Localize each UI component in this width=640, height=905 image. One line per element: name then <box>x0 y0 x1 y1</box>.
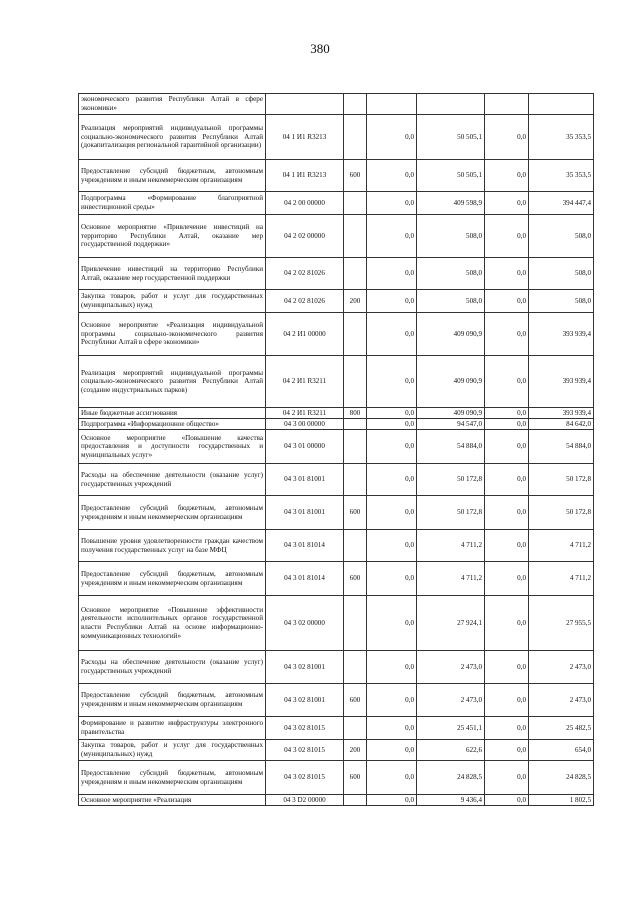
name-cell: Предоставление субсидий бюджетным, автономным учреждениям и иным некоммерческим организациям <box>79 160 266 192</box>
vr-cell: 600 <box>344 684 367 717</box>
value-col-4: 54 884,0 <box>529 430 594 464</box>
table-row <box>79 258 594 290</box>
vr-cell: 600 <box>344 562 367 596</box>
table-row <box>79 761 594 795</box>
value-col-2 <box>417 94 485 115</box>
value-col-1: 0,0 <box>367 290 417 313</box>
value-col-2: 50 172,8 <box>417 464 485 496</box>
vr-cell <box>344 795 367 806</box>
value-col-1: 0,0 <box>367 562 417 596</box>
name-cell: Закупка товаров, работ и услуг для государственных (муниципальных) нужд <box>79 290 266 313</box>
value-col-4: 393 939,4 <box>529 356 594 408</box>
value-col-2: 50 505,1 <box>417 115 485 160</box>
name-cell: Предоставление субсидий бюджетным, автономным учреждениям и иным некоммерческим организациям <box>79 761 266 795</box>
value-col-3: 0,0 <box>485 740 529 761</box>
code-cell: 04 2 02 81026 <box>266 290 344 313</box>
value-col-2: 50 505,1 <box>417 160 485 192</box>
table-row <box>79 562 594 596</box>
code-cell: 04 3 01 81014 <box>266 530 344 562</box>
value-col-2: 94 547,0 <box>417 419 485 430</box>
code-cell: 04 3 01 00000 <box>266 430 344 464</box>
value-col-3: 0,0 <box>485 160 529 192</box>
value-col-3: 0,0 <box>485 464 529 496</box>
value-col-1: 0,0 <box>367 651 417 684</box>
table-row <box>79 596 594 651</box>
code-cell: 04 3 00 00000 <box>266 419 344 430</box>
table-row <box>79 192 594 215</box>
vr-cell <box>344 430 367 464</box>
name-cell: Расходы на обеспечение деятельности (оказание услуг) государственных учреждений <box>79 464 266 496</box>
vr-cell <box>344 94 367 115</box>
value-col-3: 0,0 <box>485 795 529 806</box>
value-col-1: 0,0 <box>367 684 417 717</box>
value-col-4: 25 482,5 <box>529 717 594 740</box>
code-cell <box>266 94 344 115</box>
code-cell: 04 2 02 81026 <box>266 258 344 290</box>
value-col-4: 50 172,8 <box>529 496 594 530</box>
value-col-3: 0,0 <box>485 717 529 740</box>
value-col-3: 0,0 <box>485 290 529 313</box>
vr-cell <box>344 313 367 356</box>
name-cell: Иные бюджетные ассигнования <box>79 408 266 419</box>
code-cell: 04 3 D2 00000 <box>266 795 344 806</box>
value-col-2: 25 451,1 <box>417 717 485 740</box>
value-col-3: 0,0 <box>485 430 529 464</box>
value-col-3: 0,0 <box>485 419 529 430</box>
table-row <box>79 530 594 562</box>
name-cell: Привлечение инвестиций на территорию Республики Алтай, оказание мер государственной поддержки <box>79 258 266 290</box>
value-col-3: 0,0 <box>485 596 529 651</box>
vr-cell <box>344 717 367 740</box>
value-col-2: 409 090,9 <box>417 313 485 356</box>
value-col-2: 508,0 <box>417 290 485 313</box>
value-col-2: 24 828,5 <box>417 761 485 795</box>
value-col-4: 35 353,5 <box>529 160 594 192</box>
vr-cell <box>344 115 367 160</box>
value-col-1: 0,0 <box>367 430 417 464</box>
vr-cell <box>344 419 367 430</box>
value-col-3: 0,0 <box>485 115 529 160</box>
value-col-3: 0,0 <box>485 684 529 717</box>
value-col-4: 393 939,4 <box>529 313 594 356</box>
table-row <box>79 408 594 419</box>
table-row <box>79 313 594 356</box>
value-col-4: 393 939,4 <box>529 408 594 419</box>
value-col-4: 508,0 <box>529 290 594 313</box>
value-col-1: 0,0 <box>367 408 417 419</box>
value-col-1: 0,0 <box>367 596 417 651</box>
code-cell: 04 2 00 00000 <box>266 192 344 215</box>
code-cell: 04 1 И1 R3213 <box>266 160 344 192</box>
code-cell: 04 3 01 81014 <box>266 562 344 596</box>
table-row <box>79 795 594 806</box>
value-col-2: 508,0 <box>417 215 485 258</box>
code-cell: 04 2 И1 R3211 <box>266 356 344 408</box>
code-cell: 04 3 02 81001 <box>266 684 344 717</box>
value-col-3: 0,0 <box>485 356 529 408</box>
value-col-1: 0,0 <box>367 761 417 795</box>
table-row <box>79 684 594 717</box>
code-cell: 04 3 01 81001 <box>266 496 344 530</box>
value-col-2: 409 598,9 <box>417 192 485 215</box>
vr-cell: 200 <box>344 740 367 761</box>
value-col-3: 0,0 <box>485 215 529 258</box>
value-col-4: 24 828,5 <box>529 761 594 795</box>
name-cell: Реализация мероприятий индивидуальной программы социально-экономического развития Республики Алтай (докапитализация региональной гарантийной организации) <box>79 115 266 160</box>
table-row <box>79 94 594 115</box>
value-col-1: 0,0 <box>367 795 417 806</box>
value-col-1: 0,0 <box>367 496 417 530</box>
vr-cell <box>344 596 367 651</box>
name-cell: Основное мероприятие «Повышение эффективности деятельности исполнительных органов государственной власти Республики Алтай на основе информационно-коммуникационных технологий» <box>79 596 266 651</box>
table-row <box>79 419 594 430</box>
page-number: 380 <box>310 41 330 56</box>
code-cell: 04 3 02 81015 <box>266 761 344 795</box>
vr-cell <box>344 215 367 258</box>
value-col-2: 508,0 <box>417 258 485 290</box>
value-col-1: 0,0 <box>367 160 417 192</box>
value-col-4: 394 447,4 <box>529 192 594 215</box>
table-row <box>79 464 594 496</box>
value-col-4: 35 353,5 <box>529 115 594 160</box>
code-cell: 04 2 И1 00000 <box>266 313 344 356</box>
value-col-2: 4 711,2 <box>417 562 485 596</box>
vr-cell: 600 <box>344 761 367 795</box>
name-cell: экономического развития Республики Алтай в сфере экономики» <box>79 94 266 115</box>
name-cell: Предоставление субсидий бюджетным, автономным учреждениям и иным некоммерческим организациям <box>79 562 266 596</box>
name-cell: Реализация мероприятий индивидуальной программы социально-экономического развития Республики Алтай (создание индустриальных парков) <box>79 356 266 408</box>
vr-cell: 200 <box>344 290 367 313</box>
table-row <box>79 215 594 258</box>
code-cell: 04 3 01 81001 <box>266 464 344 496</box>
vr-cell: 600 <box>344 160 367 192</box>
value-col-1 <box>367 94 417 115</box>
value-col-1: 0,0 <box>367 419 417 430</box>
value-col-3: 0,0 <box>485 408 529 419</box>
value-col-4: 50 172,8 <box>529 464 594 496</box>
value-col-4: 4 711,2 <box>529 562 594 596</box>
value-col-1: 0,0 <box>367 464 417 496</box>
vr-cell: 600 <box>344 496 367 530</box>
name-cell: Основное мероприятие «Реализация <box>79 795 266 806</box>
value-col-1: 0,0 <box>367 356 417 408</box>
name-cell: Закупка товаров, работ и услуг для государственных (муниципальных) нужд <box>79 740 266 761</box>
value-col-2: 409 090,9 <box>417 408 485 419</box>
table-row <box>79 356 594 408</box>
code-cell: 04 3 02 81015 <box>266 717 344 740</box>
value-col-1: 0,0 <box>367 740 417 761</box>
value-col-3: 0,0 <box>485 562 529 596</box>
code-cell: 04 3 02 81001 <box>266 651 344 684</box>
name-cell: Основное мероприятие «Реализация индивидуальной программы социально-экономического развития Республики Алтай в сфере экономики» <box>79 313 266 356</box>
name-cell: Подпрограмма «Информационное общество» <box>79 419 266 430</box>
value-col-2: 409 090,9 <box>417 356 485 408</box>
value-col-3: 0,0 <box>485 530 529 562</box>
table-row <box>79 430 594 464</box>
name-cell: Основное мероприятие «Повышение качества предоставления и доступности государственных и муниципальных услуг» <box>79 430 266 464</box>
vr-cell <box>344 192 367 215</box>
code-cell: 04 3 02 00000 <box>266 596 344 651</box>
value-col-1: 0,0 <box>367 258 417 290</box>
value-col-1: 0,0 <box>367 313 417 356</box>
value-col-1: 0,0 <box>367 717 417 740</box>
value-col-3: 0,0 <box>485 496 529 530</box>
vr-cell <box>344 651 367 684</box>
value-col-2: 4 711,2 <box>417 530 485 562</box>
name-cell: Предоставление субсидий бюджетным, автономным учреждениям и иным некоммерческим организациям <box>79 496 266 530</box>
value-col-3: 0,0 <box>485 258 529 290</box>
value-col-1: 0,0 <box>367 192 417 215</box>
table-row <box>79 115 594 160</box>
code-cell: 04 1 И1 R3213 <box>266 115 344 160</box>
table-row <box>79 740 594 761</box>
value-col-4: 654,0 <box>529 740 594 761</box>
code-cell: 04 2 02 00000 <box>266 215 344 258</box>
value-col-4: 1 802,5 <box>529 795 594 806</box>
name-cell: Повышение уровня удовлетворенности граждан качеством получения государственных услуг на базе МФЦ <box>79 530 266 562</box>
code-cell: 04 3 02 81015 <box>266 740 344 761</box>
value-col-4: 27 955,5 <box>529 596 594 651</box>
value-col-3: 0,0 <box>485 313 529 356</box>
value-col-2: 50 172,8 <box>417 496 485 530</box>
value-col-4: 4 711,2 <box>529 530 594 562</box>
value-col-4: 2 473,0 <box>529 684 594 717</box>
name-cell: Предоставление субсидий бюджетным, автономным учреждениям и иным некоммерческим организациям <box>79 684 266 717</box>
value-col-3: 0,0 <box>485 651 529 684</box>
value-col-2: 2 473,0 <box>417 651 485 684</box>
value-col-1: 0,0 <box>367 215 417 258</box>
value-col-3: 0,0 <box>485 192 529 215</box>
table-row <box>79 717 594 740</box>
value-col-4: 84 642,0 <box>529 419 594 430</box>
code-cell: 04 2 И1 R3211 <box>266 408 344 419</box>
value-col-4 <box>529 94 594 115</box>
vr-cell <box>344 258 367 290</box>
value-col-3 <box>485 94 529 115</box>
table-row <box>79 160 594 192</box>
value-col-2: 54 884,0 <box>417 430 485 464</box>
value-col-4: 508,0 <box>529 215 594 258</box>
budget-table <box>78 93 594 806</box>
value-col-2: 27 924,1 <box>417 596 485 651</box>
value-col-4: 2 473,0 <box>529 651 594 684</box>
vr-cell <box>344 356 367 408</box>
table-row <box>79 290 594 313</box>
value-col-2: 9 436,4 <box>417 795 485 806</box>
value-col-2: 622,6 <box>417 740 485 761</box>
vr-cell <box>344 530 367 562</box>
value-col-1: 0,0 <box>367 530 417 562</box>
value-col-2: 2 473,0 <box>417 684 485 717</box>
table-row <box>79 496 594 530</box>
name-cell: Формирование и развитие инфраструктуры электронного правительства <box>79 717 266 740</box>
name-cell: Расходы на обеспечение деятельности (оказание услуг) государственных учреждений <box>79 651 266 684</box>
vr-cell <box>344 464 367 496</box>
table-row <box>79 651 594 684</box>
name-cell: Подпрограмма «Формирование благоприятной инвестиционной среды» <box>79 192 266 215</box>
value-col-1: 0,0 <box>367 115 417 160</box>
value-col-3: 0,0 <box>485 761 529 795</box>
name-cell: Основное мероприятие «Привлечение инвестиций на территорию Республики Алтай, оказание мер государственной поддержки» <box>79 215 266 258</box>
vr-cell: 800 <box>344 408 367 419</box>
value-col-4: 508,0 <box>529 258 594 290</box>
